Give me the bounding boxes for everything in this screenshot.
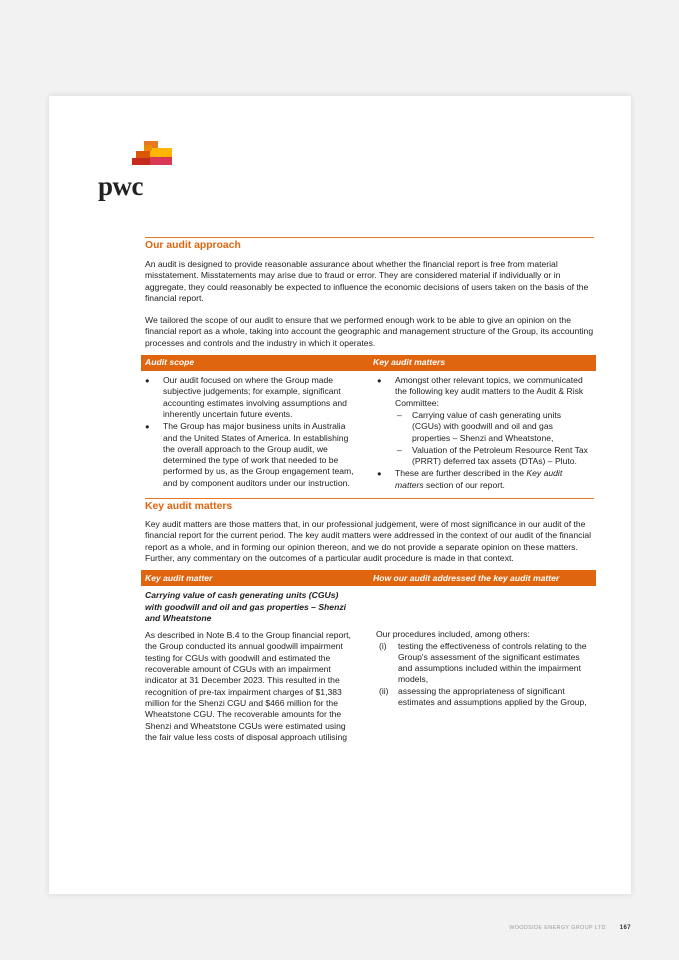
divider: [145, 237, 594, 238]
procedure-item: [376, 641, 588, 686]
page-footer: [509, 925, 631, 931]
report-content: [145, 237, 594, 743]
how-addressed-header: How our audit addressed the key audit matter: [373, 572, 560, 583]
audit-approach-heading: Our audit approach: [145, 240, 241, 251]
kam-intro-text: Amongst other relevant topics, we communicated the following key audit matters to the Audit & Risk Committee:: [395, 375, 584, 408]
key-audit-matters-heading: Key audit matters: [145, 501, 233, 513]
matter-title: Carrying value of cash generating units (CGUs) with goodwill and oil and gas properties – Shenzi and Wheatstone: [145, 590, 347, 623]
approach-paragraph-2: We tailored the scope of our audit to ensure that we performed enough work to be able to give an opinion on the financial report as a whole, taking into account the geographic and management structure of the Group, its accounting processes and controls and the industry in which it operates.: [145, 315, 594, 348]
pwc-logo: [98, 141, 178, 201]
scope-table-body: [145, 375, 594, 491]
kam-ref-italic: Key audit matters: [395, 468, 563, 490]
approach-paragraph-1: An audit is designed to provide reasonable assurance about whether the financial report is free from material misstatement. Misstatements may arise due to fraud or error. They are considered material if individually or in aggregate, they could reasonably be expected to influence the economic decisions of users taken on the basis of the financial report.: [145, 259, 589, 303]
kam-table-header: [141, 570, 596, 586]
procedure-number: (ii): [379, 685, 389, 696]
kam-ref-suffix: section of our report.: [423, 479, 505, 490]
scope-table-header: [141, 355, 596, 371]
page-number: 167: [619, 925, 631, 931]
kam-dash-item: – Valuation of the Petroleum Resource Rent Tax (PRRT) deferred tax assets (DTAs) – Pluto.: [395, 445, 588, 468]
procedure-item: [376, 686, 588, 709]
procedure-text: assessing the appropriateness of significant estimates and assumptions applied by the Group,: [398, 685, 587, 708]
procedures-intro: Our procedures included, among others:: [376, 629, 530, 640]
procedure-text: testing the effectiveness of controls relating to the Group's assessment of the significant estimates and assumptions included within the impairment models,: [398, 640, 587, 685]
key-audit-matter-header: Key audit matter: [145, 572, 213, 583]
key-audit-matters-header: Key audit matters: [373, 357, 446, 368]
kam-dash-item: – Carrying value of cash generating units (CGUs) with goodwill and oil and gas properties – Shenzi and Wheatstone,: [395, 410, 588, 444]
kam-intro-bullet: [377, 375, 588, 467]
kam-reference-bullet: [377, 468, 588, 491]
audit-scope-header: Audit scope: [145, 357, 195, 368]
scope-bullet: ● The Group has major business units in Australia and the United States of America. In establishing the overall approach to the Group audit, we determined the type of work that needed to be performed by us, as the Group engagement team, and by component auditors under our instruction.: [145, 421, 356, 489]
divider: [145, 498, 594, 499]
logo-wordmark: pwc: [98, 171, 143, 201]
matter-body: As described in Note B.4 to the Group financial report, the Group conducted its annual goodwill impairment testing for CGUs with goodwill and estimated the recoverable amount of CGUs with an impairment indicator at 31 December 2023. This resulted in the recognition of pre-tax impairment charges of $1,383 million for the Shenzi CGU and $466 million for the Wheatstone CGU. The recoverable amounts for the Shenzi and Wheatstone CGUs were estimated using the fair value less costs of disposal approach utilising: [145, 630, 351, 742]
procedure-number: (i): [379, 640, 387, 651]
kam-paragraph: Key audit matters are those matters that, in our professional judgement, were of most significance in our audit of the financial report for the current period. The key audit matters were addressed in the context of our audit of the financial report as a whole, and in forming our opinion thereon, and we do not provide a separate opinion on these matters. Further, any commentary on the outcomes of a particular audit procedure is made in that context.: [145, 519, 592, 563]
kam-table-body: [145, 590, 594, 743]
scope-bullet: ● Our audit focused on where the Group made subjective judgements; for example, significant accounting estimates involving assumptions and inherently uncertain future events.: [145, 375, 356, 420]
footer-company: WOODSIDE ENERGY GROUP LTD: [509, 925, 606, 931]
kam-ref-prefix: These are further described in the: [395, 468, 527, 479]
